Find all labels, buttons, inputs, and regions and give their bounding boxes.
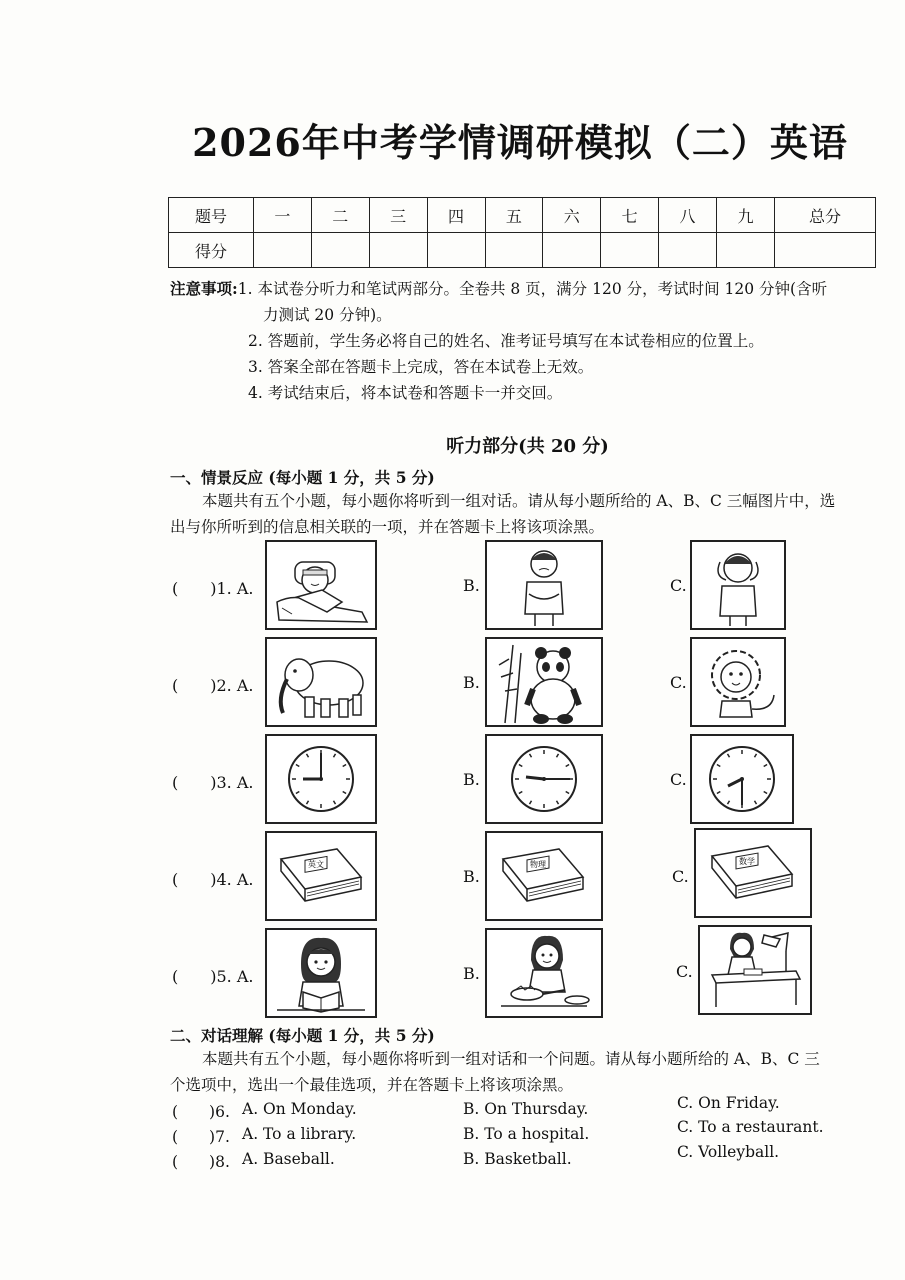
note-item: 3. 答案全部在答题卡上完成，答在本试卷上无效。 bbox=[248, 358, 594, 376]
part2-instruction-line: 本题共有五个小题，每小题你将听到一组对话和一个问题。请从每小题所给的 A、B、C 三 bbox=[202, 1050, 820, 1068]
q1-option-b-picture[interactable] bbox=[485, 540, 603, 630]
score-header-cell: 三 bbox=[369, 198, 427, 233]
question-5-option-b-label: B. bbox=[463, 964, 480, 983]
score-table bbox=[168, 197, 876, 268]
score-cell[interactable] bbox=[427, 233, 485, 268]
girl-cooking-icon bbox=[487, 930, 601, 1016]
book-label: 英文 bbox=[308, 860, 324, 869]
panda-icon bbox=[487, 639, 601, 725]
score-cell[interactable] bbox=[543, 233, 601, 268]
q2-option-b-picture[interactable] bbox=[485, 637, 603, 727]
q4-option-b-picture[interactable] bbox=[485, 831, 603, 921]
q5-option-a-picture[interactable] bbox=[265, 928, 377, 1018]
score-cell[interactable] bbox=[485, 233, 543, 268]
score-cell[interactable] bbox=[369, 233, 427, 268]
question-1-option-b-label: B. bbox=[463, 576, 480, 595]
part2-instruction-line: 个选项中，选出一个最佳选项，并在答题卡上将该项涂黑。 bbox=[170, 1076, 574, 1094]
notes-lead: 注意事项: bbox=[170, 279, 238, 298]
part1-instructions bbox=[170, 488, 882, 540]
exam-title: 2026年中考学情调研模拟（二）英语 bbox=[192, 120, 848, 165]
score-header-cell: 题号 bbox=[169, 198, 254, 233]
score-cell[interactable] bbox=[254, 233, 312, 268]
question-3-option-c-label: C. bbox=[670, 770, 687, 789]
question-4-option-b-label: B. bbox=[463, 867, 480, 886]
score-header-cell: 八 bbox=[659, 198, 717, 233]
score-table-score-row bbox=[169, 233, 876, 268]
part2-instructions bbox=[170, 1046, 882, 1098]
question-7-number: ( )7. bbox=[172, 1128, 230, 1146]
q3-option-c-picture[interactable] bbox=[690, 734, 794, 824]
score-header-cell: 七 bbox=[601, 198, 659, 233]
score-header-cell: 二 bbox=[311, 198, 369, 233]
book-icon bbox=[267, 833, 375, 919]
girl-reading-icon bbox=[267, 930, 375, 1016]
score-header-cell: 六 bbox=[543, 198, 601, 233]
stomachache-boy-icon bbox=[487, 542, 601, 628]
note-item: 4. 考试结束后，将本试卷和答题卡一并交回。 bbox=[248, 384, 563, 402]
question-5-label: ( )5. A. bbox=[172, 967, 254, 986]
book-label: 数学 bbox=[739, 857, 755, 866]
question-8-option-b[interactable]: B. Basketball. bbox=[463, 1150, 572, 1168]
score-row-label: 得分 bbox=[169, 233, 254, 268]
score-header-cell: 总分 bbox=[775, 198, 876, 233]
lion-icon bbox=[692, 639, 784, 725]
question-4-label: ( )4. A. bbox=[172, 870, 254, 889]
score-header-cell: 一 bbox=[254, 198, 312, 233]
score-cell[interactable] bbox=[601, 233, 659, 268]
sick-boy-in-bed-icon bbox=[267, 542, 375, 628]
q3-option-a-picture[interactable] bbox=[265, 734, 377, 824]
q1-option-c-picture[interactable] bbox=[690, 540, 786, 630]
note-item: 力测试 20 分钟)。 bbox=[263, 306, 392, 324]
part1-instruction-line: 本题共有五个小题，每小题你将听到一组对话。请从每小题所给的 A、B、C 三幅图片中，选 bbox=[202, 492, 836, 510]
score-cell[interactable] bbox=[659, 233, 717, 268]
question-2-option-c-label: C. bbox=[670, 673, 687, 692]
question-3-option-b-label: B. bbox=[463, 770, 480, 789]
q2-option-c-picture[interactable] bbox=[690, 637, 786, 727]
clock-icon bbox=[692, 736, 792, 822]
score-cell[interactable] bbox=[311, 233, 369, 268]
question-6-option-c[interactable]: C. On Friday. bbox=[677, 1094, 780, 1112]
q4-option-c-picture[interactable] bbox=[694, 828, 812, 918]
listening-section-title: 听力部分(共 20 分) bbox=[446, 436, 609, 457]
score-table-header-row bbox=[169, 198, 876, 233]
part1-heading: 一、情景反应 (每小题 1 分，共 5 分) bbox=[170, 468, 435, 487]
question-6-option-a[interactable]: A. On Monday. bbox=[242, 1100, 357, 1118]
question-7-option-b[interactable]: B. To a hospital. bbox=[463, 1125, 590, 1143]
book-icon bbox=[696, 830, 810, 916]
question-1-option-c-label: C. bbox=[670, 576, 687, 595]
score-header-cell: 四 bbox=[427, 198, 485, 233]
elephant-icon bbox=[267, 639, 375, 725]
q1-option-a-picture[interactable] bbox=[265, 540, 377, 630]
question-4-option-c-label: C. bbox=[672, 867, 689, 886]
score-cell[interactable] bbox=[717, 233, 775, 268]
question-7-option-c[interactable]: C. To a restaurant. bbox=[677, 1118, 824, 1136]
question-3-label: ( )3. A. bbox=[172, 773, 254, 792]
score-cell[interactable] bbox=[775, 233, 876, 268]
notes-block bbox=[170, 276, 885, 406]
book-label: 物理 bbox=[530, 860, 546, 869]
question-2-option-b-label: B. bbox=[463, 673, 480, 692]
question-2-label: ( )2. A. bbox=[172, 676, 254, 695]
part1-instruction-line: 出与你所听到的信息相关联的一项，并在答题卡上将该项涂黑。 bbox=[170, 518, 605, 536]
question-6-number: ( )6. bbox=[172, 1103, 230, 1121]
question-5-option-c-label: C. bbox=[676, 962, 693, 981]
q2-option-a-picture[interactable] bbox=[265, 637, 377, 727]
question-8-option-c[interactable]: C. Volleyball. bbox=[677, 1143, 780, 1161]
girl-writing-icon bbox=[700, 927, 810, 1013]
question-1-label: ( )1. A. bbox=[172, 579, 254, 598]
part2-heading: 二、对话理解 (每小题 1 分，共 5 分) bbox=[170, 1026, 435, 1045]
book-icon bbox=[487, 833, 601, 919]
clock-icon bbox=[487, 736, 601, 822]
question-8-number: ( )8. bbox=[172, 1153, 230, 1171]
score-header-cell: 五 bbox=[485, 198, 543, 233]
question-7-option-a[interactable]: A. To a library. bbox=[242, 1125, 357, 1143]
q3-option-b-picture[interactable] bbox=[485, 734, 603, 824]
q5-option-b-picture[interactable] bbox=[485, 928, 603, 1018]
note-item: 1. 本试卷分听力和笔试两部分。全卷共 8 页，满分 120 分，考试时间 120 分钟(含听 bbox=[237, 280, 828, 298]
clock-icon bbox=[267, 736, 375, 822]
q5-option-c-picture[interactable] bbox=[698, 925, 812, 1015]
headache-boy-icon bbox=[692, 542, 784, 628]
score-header-cell: 九 bbox=[717, 198, 775, 233]
note-item: 2. 答题前，学生务必将自己的姓名、准考证号填写在本试卷相应的位置上。 bbox=[248, 332, 764, 350]
question-8-option-a[interactable]: A. Baseball. bbox=[242, 1150, 335, 1168]
q4-option-a-picture[interactable] bbox=[265, 831, 377, 921]
question-6-option-b[interactable]: B. On Thursday. bbox=[463, 1100, 589, 1118]
